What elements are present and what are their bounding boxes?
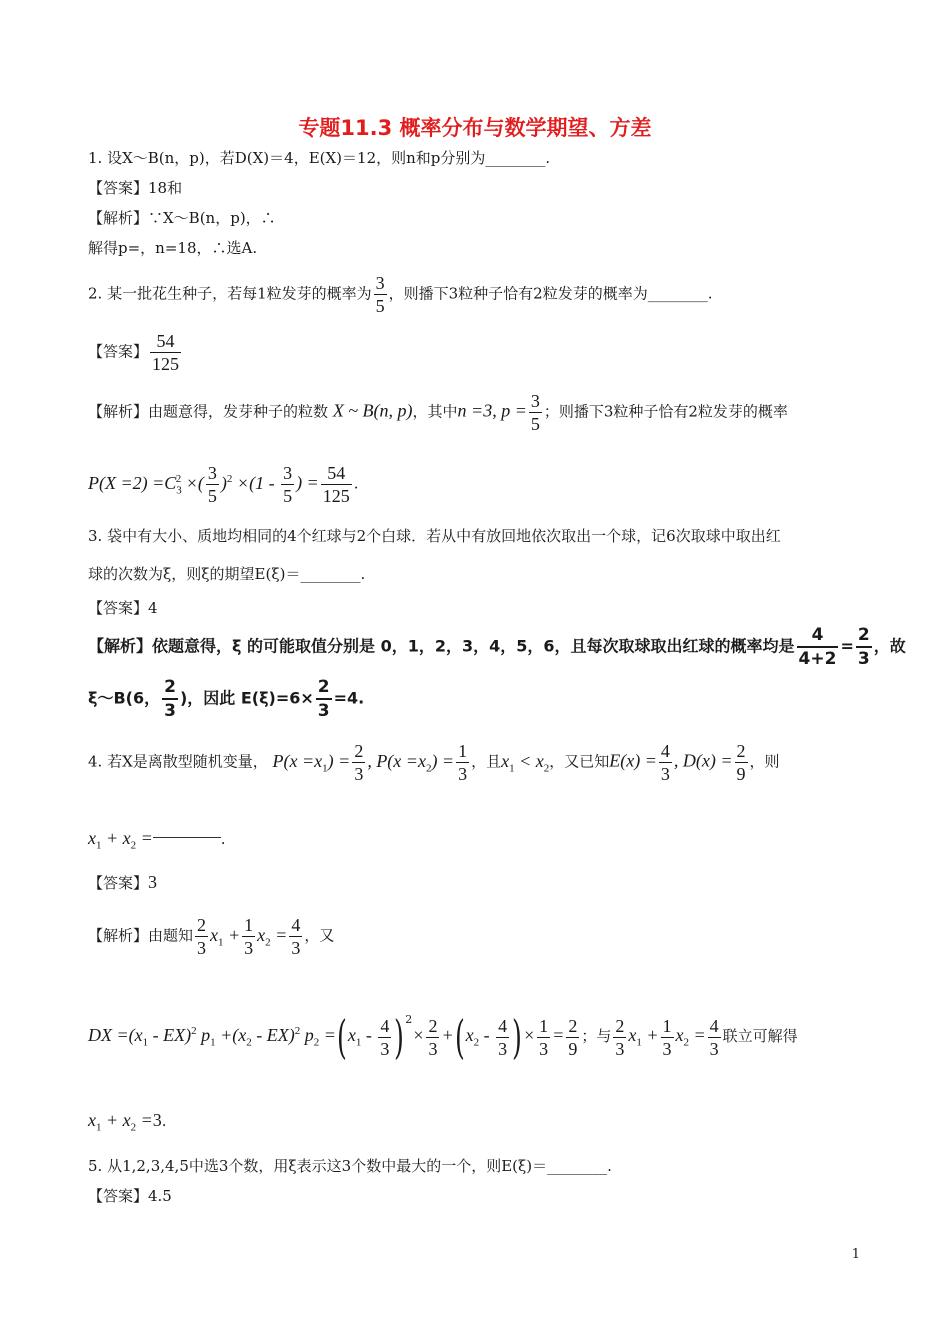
q3-question-line2: 球的次数为ξ，则ξ的期望E(ξ)＝________. (88, 565, 366, 583)
q4-question: 4. 若X是离散型随机变量， $P(x =x_1)$ = $\frac{2}{3}$ , $P(x =x_2)$ = $\frac{1}{3}$ ，且$x_1 < x_2$，又已知E(x) = $\frac{4}{3}$ , D(x) = $\frac{2}{9}$ ，则 (88, 741, 780, 784)
q2-question (88, 272, 712, 317)
q2-question-pre: 2. 某一批花生种子，若每1粒发芽的概率为 (88, 284, 372, 303)
q2-question-post: ，则播下3粒种子恰有2粒发芽的概率为________. (388, 284, 713, 303)
q2-answer-fraction: $\frac{54}{125}$ (152, 331, 180, 374)
q2-prob-fraction: $\frac{3}{5}$ (375, 273, 385, 316)
q2-formula-result: $\frac{54}{125}$ (322, 463, 350, 506)
q4-result: $x_1 + x_2 =3$. (88, 1110, 167, 1134)
q2-math-binomial: X ~ B(n, p) (332, 400, 413, 421)
q1-explain-2: 解得p=，n=18，∴选A. (88, 239, 258, 257)
q2-explain: 【解析】由题意得，发芽种子的粒数 X ~ B(n, p)，其中n =3, p = $\frac{3}{5}$ ；则播下3粒种子恰有2粒发芽的概率 (88, 391, 788, 434)
answer-blank (153, 837, 221, 838)
q5-question: 5. 从1,2,3,4,5中选3个数，用ξ表示这3个数中最大的一个，则E(ξ)＝________. (88, 1157, 612, 1175)
q4-explain: 【解析】由题知 $\frac{2}{3}$ $x_1$ + $\frac{1}{3}$ $x_2$ = $\frac{4}{3}$ ，又 (88, 915, 335, 958)
page-title: 专题11.3 概率分布与数学期望、方差 (298, 116, 652, 140)
q3-explain-line1: 【解析】依题意得，ξ 的可能取值分别是 0，1，2，3，4，5，6，且每次取球取出红球的概率均是 $\frac{4}{4+2}$ = $\frac{2}{3}$ ，故 (88, 625, 906, 669)
q3-explain-line2: ξ～B(6， $\frac{2}{3}$ )，因此 E(ξ)=6× $\frac{2}{3}$ =4. (88, 677, 365, 721)
q4-answer: 【答案】3 (88, 872, 158, 892)
page-number: 1 (851, 1247, 860, 1262)
q2-math-params: n =3, p = (457, 400, 527, 421)
q2-answer: 【答案】 $\frac{54}{125}$ (88, 331, 180, 374)
q1-question: 1. 设X～B(n，p)，若D(X)＝4，E(X)＝12，则n和p分别为________. (88, 149, 551, 167)
q4-blank-line: $x_1 + x_2$ = . (88, 828, 226, 852)
q3-question-line1: 3. 袋中有大小、质地均相同的4个红球与2个白球．若从中有放回地依次取出一个球，记6次取球中取出红 (88, 527, 781, 545)
q1-answer: 【答案】18和 (88, 179, 183, 197)
q2-formula: $P(X =2) =C_3^2$ ×( $\frac{3}{5}$ )$^2$ ×(1 - $\frac{3}{5}$ ) = $\frac{54}{125}$ . (88, 463, 359, 506)
q1-explain-1: 【解析】∵X～B(n，p)，∴ (88, 209, 276, 227)
q4-variance-formula: DX $=(x_1 - EX)^2$ $p_1 +(x_2 - EX)^2$ $p_2 =(x_1$ - $\frac{4}{3}$ )$^2$× $\frac{2}{3}$ $+(x_2$ - $\frac{4}{3}$ )× $\frac{1}{3}$ = $\frac{2}{9}$ ；与 $\frac{2}{3}$ $x_1$ + $\frac{1}{3}$ $x_2$ = $\frac{4}{3}$ 联立可解得 (88, 1010, 798, 1064)
q5-answer: 【答案】4.5 (88, 1187, 172, 1205)
q3-answer: 【答案】4 (88, 599, 158, 617)
